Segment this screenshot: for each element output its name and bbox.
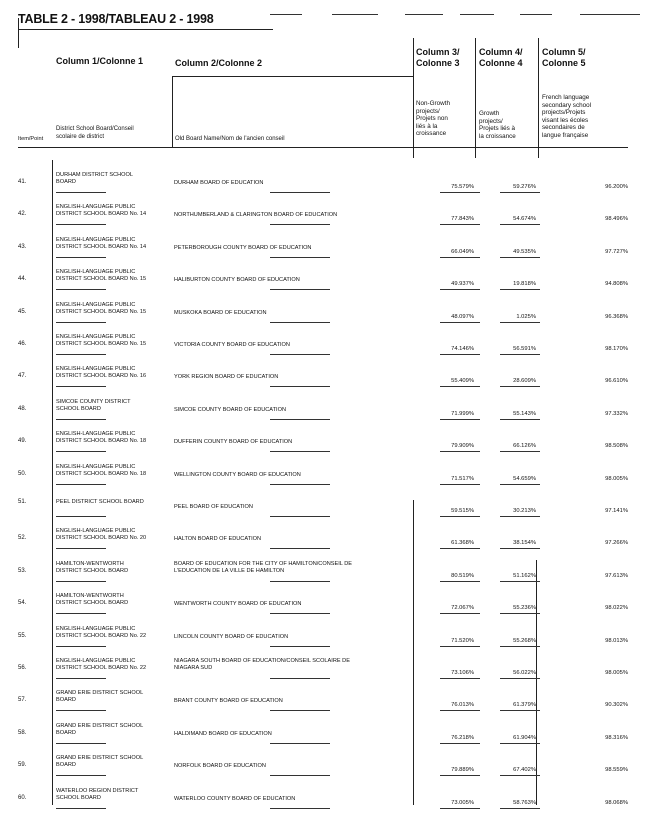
non-growth-value: 49.937% <box>451 281 474 288</box>
district-school-board: PEEL DISTRICT SCHOOL BOARD <box>56 499 144 505</box>
table-title: TABLE 2 - 1998/TABLEAU 2 - 1998 <box>18 12 214 26</box>
district-school-board: GRAND ERIE DISTRICT SCHOOL BOARD <box>56 690 144 704</box>
table-row <box>0 688 659 720</box>
column-4-subheading: Growth projects/ Projets liés à la croissance <box>479 110 516 140</box>
row-rule <box>440 743 480 744</box>
row-rule <box>270 224 330 225</box>
row-rule <box>56 678 106 679</box>
french-language-value: 98.005% <box>605 475 628 482</box>
french-language-value: 98.005% <box>605 670 628 676</box>
row-rule <box>440 548 480 549</box>
item-number: 54. <box>18 600 27 607</box>
french-language-value: 98.508% <box>605 443 628 450</box>
district-school-board: ENGLISH-LANGUAGE PUBLIC DISTRICT SCHOOL BOARD No. 15 <box>56 301 147 315</box>
row-rule <box>270 484 330 485</box>
non-growth-value: 77.843% <box>451 216 474 223</box>
non-growth-value: 76.013% <box>451 702 474 709</box>
district-school-board: ENGLISH-LANGUAGE PUBLIC DISTRICT SCHOOL BOARD No. 15 <box>56 334 147 347</box>
district-school-board: ENGLISH-LANGUAGE PUBLIC DISTRICT SCHOOL BOARD No. 15 <box>56 269 147 283</box>
non-growth-value: 79.889% <box>451 767 474 774</box>
row-rule <box>440 581 480 582</box>
french-language-value: 90.302% <box>605 702 628 709</box>
row-rule <box>56 224 106 225</box>
old-board-name: PEEL BOARD OF EDUCATION <box>174 504 253 510</box>
row-rule <box>270 322 330 323</box>
district-school-board: DURHAM DISTRICT SCHOOL BOARD <box>56 172 133 185</box>
item-number: 56. <box>18 665 27 671</box>
top-rules <box>270 14 650 15</box>
non-growth-value: 76.218% <box>451 734 474 741</box>
row-rule <box>500 289 540 290</box>
table-row <box>0 462 659 494</box>
table-row <box>0 202 659 234</box>
french-language-value: 98.496% <box>605 216 628 223</box>
district-school-board: ENGLISH-LANGUAGE PUBLIC DISTRICT SCHOOL BOARD No. 14 <box>56 236 147 250</box>
non-growth-value: 59.515% <box>451 508 474 514</box>
row-rule <box>440 775 480 776</box>
french-language-value: 94.808% <box>605 281 628 288</box>
district-school-board: HAMILTON-WENTWORTH DISTRICT SCHOOL BOARD <box>56 593 129 607</box>
header-bottom-rule <box>18 147 628 148</box>
row-rule <box>56 386 106 387</box>
title-underline <box>18 29 273 30</box>
district-school-board: GRAND ERIE DISTRICT SCHOOL BOARD <box>56 755 144 769</box>
row-rule <box>440 678 480 679</box>
old-board-name: YORK REGION BOARD OF EDUCATION <box>174 374 279 381</box>
non-growth-value: 55.409% <box>451 378 474 385</box>
row-rule <box>440 516 480 517</box>
header-left-rule <box>18 18 19 48</box>
non-growth-value: 73.005% <box>451 799 474 806</box>
growth-value: 56.022% <box>513 670 536 676</box>
column-4-heading: Column 4/ Colonne 4 <box>479 47 523 68</box>
growth-value: 61.379% <box>513 702 536 709</box>
row-rule <box>270 743 330 744</box>
item-number: 43. <box>18 243 27 250</box>
header-col3-rule <box>413 38 414 158</box>
row-rule <box>56 808 106 809</box>
table-row <box>0 591 659 623</box>
old-board-name: VICTORIA COUNTY BOARD OF EDUCATION <box>174 342 290 348</box>
row-rule <box>270 678 330 679</box>
table-row <box>0 559 659 591</box>
row-rule <box>56 451 106 452</box>
district-school-board: ENGLISH-LANGUAGE PUBLIC DISTRICT SCHOOL BOARD No. 22 <box>56 658 147 671</box>
old-board-name: MUSKOKA BOARD OF EDUCATION <box>174 309 267 316</box>
table-row <box>0 397 659 429</box>
growth-value: 55.268% <box>513 637 536 644</box>
item-number: 44. <box>18 276 27 283</box>
row-rule <box>270 419 330 420</box>
item-number: 53. <box>18 567 27 574</box>
row-rule <box>500 743 540 744</box>
row-rule <box>500 678 540 679</box>
row-rule <box>56 354 106 355</box>
row-rule <box>56 710 106 711</box>
item-number: 50. <box>18 470 27 477</box>
column-2-heading: Column 2/Colonne 2 <box>175 58 263 68</box>
growth-value: 56.591% <box>513 346 536 352</box>
french-language-value: 98.316% <box>605 734 628 741</box>
table-row <box>0 364 659 396</box>
district-school-board: WATERLOO REGION DISTRICT SCHOOL BOARD <box>56 787 139 801</box>
growth-value: 54.659% <box>513 475 536 482</box>
old-board-name: HALTON BOARD OF EDUCATION <box>174 536 262 543</box>
old-board-name: WELLINGTON COUNTY BOARD OF EDUCATION <box>174 471 301 478</box>
french-language-value: 96.368% <box>605 313 628 320</box>
row-rule <box>270 775 330 776</box>
non-growth-value: 71.999% <box>451 410 474 417</box>
row-rule <box>440 257 480 258</box>
row-rule <box>500 419 540 420</box>
row-rule <box>500 646 540 647</box>
old-board-name: WATERLOO COUNTY BOARD OF EDUCATION <box>174 795 296 802</box>
item-number: 55. <box>18 632 27 639</box>
growth-value: 59.276% <box>513 184 536 190</box>
growth-value: 30.213% <box>513 508 536 514</box>
row-rule <box>270 581 330 582</box>
item-number: 52. <box>18 535 27 542</box>
row-rule <box>270 646 330 647</box>
old-board-name: NORFOLK BOARD OF EDUCATION <box>174 763 266 770</box>
column-2-subheading: Old Board Name/Nom de l'ancien conseil <box>175 136 285 142</box>
row-rule <box>270 710 330 711</box>
district-school-board: GRAND ERIE DISTRICT SCHOOL BOARD <box>56 722 144 736</box>
non-growth-value: 80.519% <box>451 572 474 579</box>
header-col5-rule <box>538 38 539 158</box>
row-rule <box>440 613 480 614</box>
column-3-heading: Column 3/ Colonne 3 <box>416 47 460 68</box>
row-rule <box>500 192 540 193</box>
row-rule <box>56 257 106 258</box>
header-rule <box>172 76 413 77</box>
row-rule <box>56 192 106 193</box>
row-rule <box>440 289 480 290</box>
old-board-name: SIMCOE COUNTY BOARD OF EDUCATION <box>174 406 286 413</box>
district-school-board: ENGLISH-LANGUAGE PUBLIC DISTRICT SCHOOL BOARD No. 20 <box>56 528 147 542</box>
row-rule <box>440 646 480 647</box>
row-rule <box>500 516 540 517</box>
row-rule <box>270 613 330 614</box>
non-growth-value: 61.368% <box>451 540 474 547</box>
row-rule <box>56 613 106 614</box>
row-rule <box>500 224 540 225</box>
row-rule <box>500 710 540 711</box>
row-rule <box>500 451 540 452</box>
row-rule <box>440 386 480 387</box>
row-rule <box>56 484 106 485</box>
growth-value: 51.162% <box>513 572 536 579</box>
header-col4-rule <box>475 38 476 158</box>
table-row <box>0 170 659 202</box>
row-rule <box>56 775 106 776</box>
row-rule <box>56 548 106 549</box>
row-rule <box>270 257 330 258</box>
item-number: 46. <box>18 341 27 347</box>
old-board-name: WENTWORTH COUNTY BOARD OF EDUCATION <box>174 601 302 608</box>
row-rule <box>440 808 480 809</box>
table-row <box>0 656 659 688</box>
growth-value: 66.126% <box>513 443 536 450</box>
row-rule <box>56 322 106 323</box>
row-rule <box>440 322 480 323</box>
row-rule <box>270 192 330 193</box>
old-board-name: DURHAM BOARD OF EDUCATION <box>174 180 264 186</box>
item-number: 42. <box>18 211 27 218</box>
district-school-board: ENGLISH-LANGUAGE PUBLIC DISTRICT SCHOOL BOARD No. 18 <box>56 463 147 477</box>
growth-value: 54.674% <box>513 216 536 223</box>
row-rule <box>440 354 480 355</box>
french-language-value: 98.013% <box>605 637 628 644</box>
growth-value: 55.236% <box>513 605 536 612</box>
old-board-name: PETERBOROUGH COUNTY BOARD OF EDUCATION <box>174 244 312 251</box>
item-number: 47. <box>18 373 27 380</box>
row-rule <box>270 808 330 809</box>
old-board-name: LINCOLN COUNTY BOARD OF EDUCATION <box>174 633 289 640</box>
row-rule <box>500 322 540 323</box>
old-board-name: HALDIMAND BOARD OF EDUCATION <box>174 730 272 737</box>
item-number: 49. <box>18 438 27 445</box>
growth-value: 38.154% <box>513 540 536 547</box>
district-school-board: ENGLISH-LANGUAGE PUBLIC DISTRICT SCHOOL BOARD No. 16 <box>56 366 147 380</box>
table-row <box>0 526 659 558</box>
non-growth-value: 71.517% <box>451 475 474 482</box>
growth-value: 67.402% <box>513 767 536 774</box>
row-rule <box>440 451 480 452</box>
non-growth-value: 66.049% <box>451 248 474 255</box>
column-5-heading: Column 5/ Colonne 5 <box>542 47 586 68</box>
old-board-name: NIAGARA SOUTH BOARD OF EDUCATION/CONSEIL SCOLAIRE DE NIAGARA SUD <box>174 658 350 671</box>
row-rule <box>500 548 540 549</box>
french-language-value: 98.559% <box>605 767 628 774</box>
header-col2-rule <box>172 76 173 148</box>
table-row <box>0 786 659 818</box>
french-language-value: 97.266% <box>605 540 628 547</box>
item-number: 58. <box>18 729 27 736</box>
row-rule <box>270 289 330 290</box>
column-5-subheading: French language secondary school projects/Projets visant les écoles secondaires de langue française <box>542 94 592 139</box>
item-number: 48. <box>18 405 27 412</box>
non-growth-value: 73.106% <box>451 670 474 676</box>
row-rule <box>500 581 540 582</box>
growth-value: 19.818% <box>513 281 536 288</box>
row-rule <box>270 354 330 355</box>
item-number: 60. <box>18 794 27 801</box>
table-row <box>0 332 659 364</box>
row-rule <box>500 257 540 258</box>
french-language-value: 97.332% <box>605 410 628 417</box>
row-rule <box>56 419 106 420</box>
table-row <box>0 235 659 267</box>
french-language-value: 98.170% <box>605 346 628 352</box>
french-language-value: 96.200% <box>605 184 628 190</box>
row-rule <box>500 484 540 485</box>
old-board-name: BOARD OF EDUCATION FOR THE CITY OF HAMILTON/CONSEIL DE L'EDUCATION DE LA VILLE DE HAMILTON <box>174 560 352 574</box>
row-rule <box>440 419 480 420</box>
non-growth-value: 79.909% <box>451 443 474 450</box>
row-rule <box>270 548 330 549</box>
row-rule <box>500 808 540 809</box>
growth-value: 61.904% <box>513 734 536 741</box>
row-rule <box>270 516 330 517</box>
non-growth-value: 75.579% <box>451 184 474 190</box>
non-growth-value: 48.097% <box>451 313 474 320</box>
old-board-name: BRANT COUNTY BOARD OF EDUCATION <box>174 698 283 705</box>
french-language-value: 97.141% <box>605 508 628 514</box>
row-rule <box>270 386 330 387</box>
row-rule <box>270 451 330 452</box>
old-board-name: DUFFERIN COUNTY BOARD OF EDUCATION <box>174 439 293 446</box>
growth-value: 58.763% <box>513 799 536 806</box>
item-number: 57. <box>18 697 27 704</box>
row-rule <box>56 646 106 647</box>
growth-value: 28.609% <box>513 378 536 385</box>
french-language-value: 97.613% <box>605 572 628 579</box>
column-1-subheading: District School Board/Conseil scolaire de district <box>56 126 134 140</box>
row-rule <box>56 516 106 517</box>
growth-value: 55.143% <box>513 410 536 417</box>
table-row <box>0 721 659 753</box>
growth-value: 49.535% <box>513 248 536 255</box>
item-number: 51. <box>18 499 27 505</box>
district-school-board: SIMCOE COUNTY DISTRICT SCHOOL BOARD <box>56 398 131 412</box>
column-1-heading: Column 1/Colonne 1 <box>56 56 144 66</box>
row-rule <box>56 581 106 582</box>
district-school-board: HAMILTON-WENTWORTH DISTRICT SCHOOL BOARD <box>56 560 129 574</box>
row-rule <box>500 386 540 387</box>
row-rule <box>440 484 480 485</box>
french-language-value: 98.068% <box>605 799 628 806</box>
row-rule <box>440 224 480 225</box>
french-language-value: 98.022% <box>605 605 628 612</box>
row-rule <box>440 710 480 711</box>
district-school-board: ENGLISH-LANGUAGE PUBLIC DISTRICT SCHOOL BOARD No. 18 <box>56 431 147 445</box>
district-school-board: ENGLISH-LANGUAGE PUBLIC DISTRICT SCHOOL BOARD No. 22 <box>56 625 147 639</box>
non-growth-value: 74.146% <box>451 346 474 352</box>
non-growth-value: 71.520% <box>451 637 474 644</box>
old-board-name: HALIBURTON COUNTY BOARD OF EDUCATION <box>174 277 300 284</box>
table-row <box>0 753 659 785</box>
table-row <box>0 300 659 332</box>
old-board-name: NORTHUMBERLAND & CLARINGTON BOARD OF EDUCATION <box>174 212 338 219</box>
item-column-label: Item/Point <box>18 136 44 142</box>
row-rule <box>56 289 106 290</box>
table-row <box>0 267 659 299</box>
item-number: 59. <box>18 762 27 769</box>
table-row <box>0 429 659 461</box>
french-language-value: 97.727% <box>605 248 628 255</box>
table-row <box>0 494 659 526</box>
row-rule <box>500 775 540 776</box>
french-language-value: 96.610% <box>605 378 628 385</box>
item-number: 45. <box>18 308 27 315</box>
column-3-subheading: Non-Growth projects/ Projets non liés à la croissance <box>416 100 450 137</box>
table-row <box>0 624 659 656</box>
non-growth-value: 72.067% <box>451 605 474 612</box>
item-number: 41. <box>18 179 27 185</box>
growth-value: 1.025% <box>516 313 536 320</box>
row-rule <box>500 613 540 614</box>
row-rule <box>56 743 106 744</box>
row-rule <box>440 192 480 193</box>
row-rule <box>500 354 540 355</box>
district-school-board: ENGLISH-LANGUAGE PUBLIC DISTRICT SCHOOL BOARD No. 14 <box>56 204 147 218</box>
